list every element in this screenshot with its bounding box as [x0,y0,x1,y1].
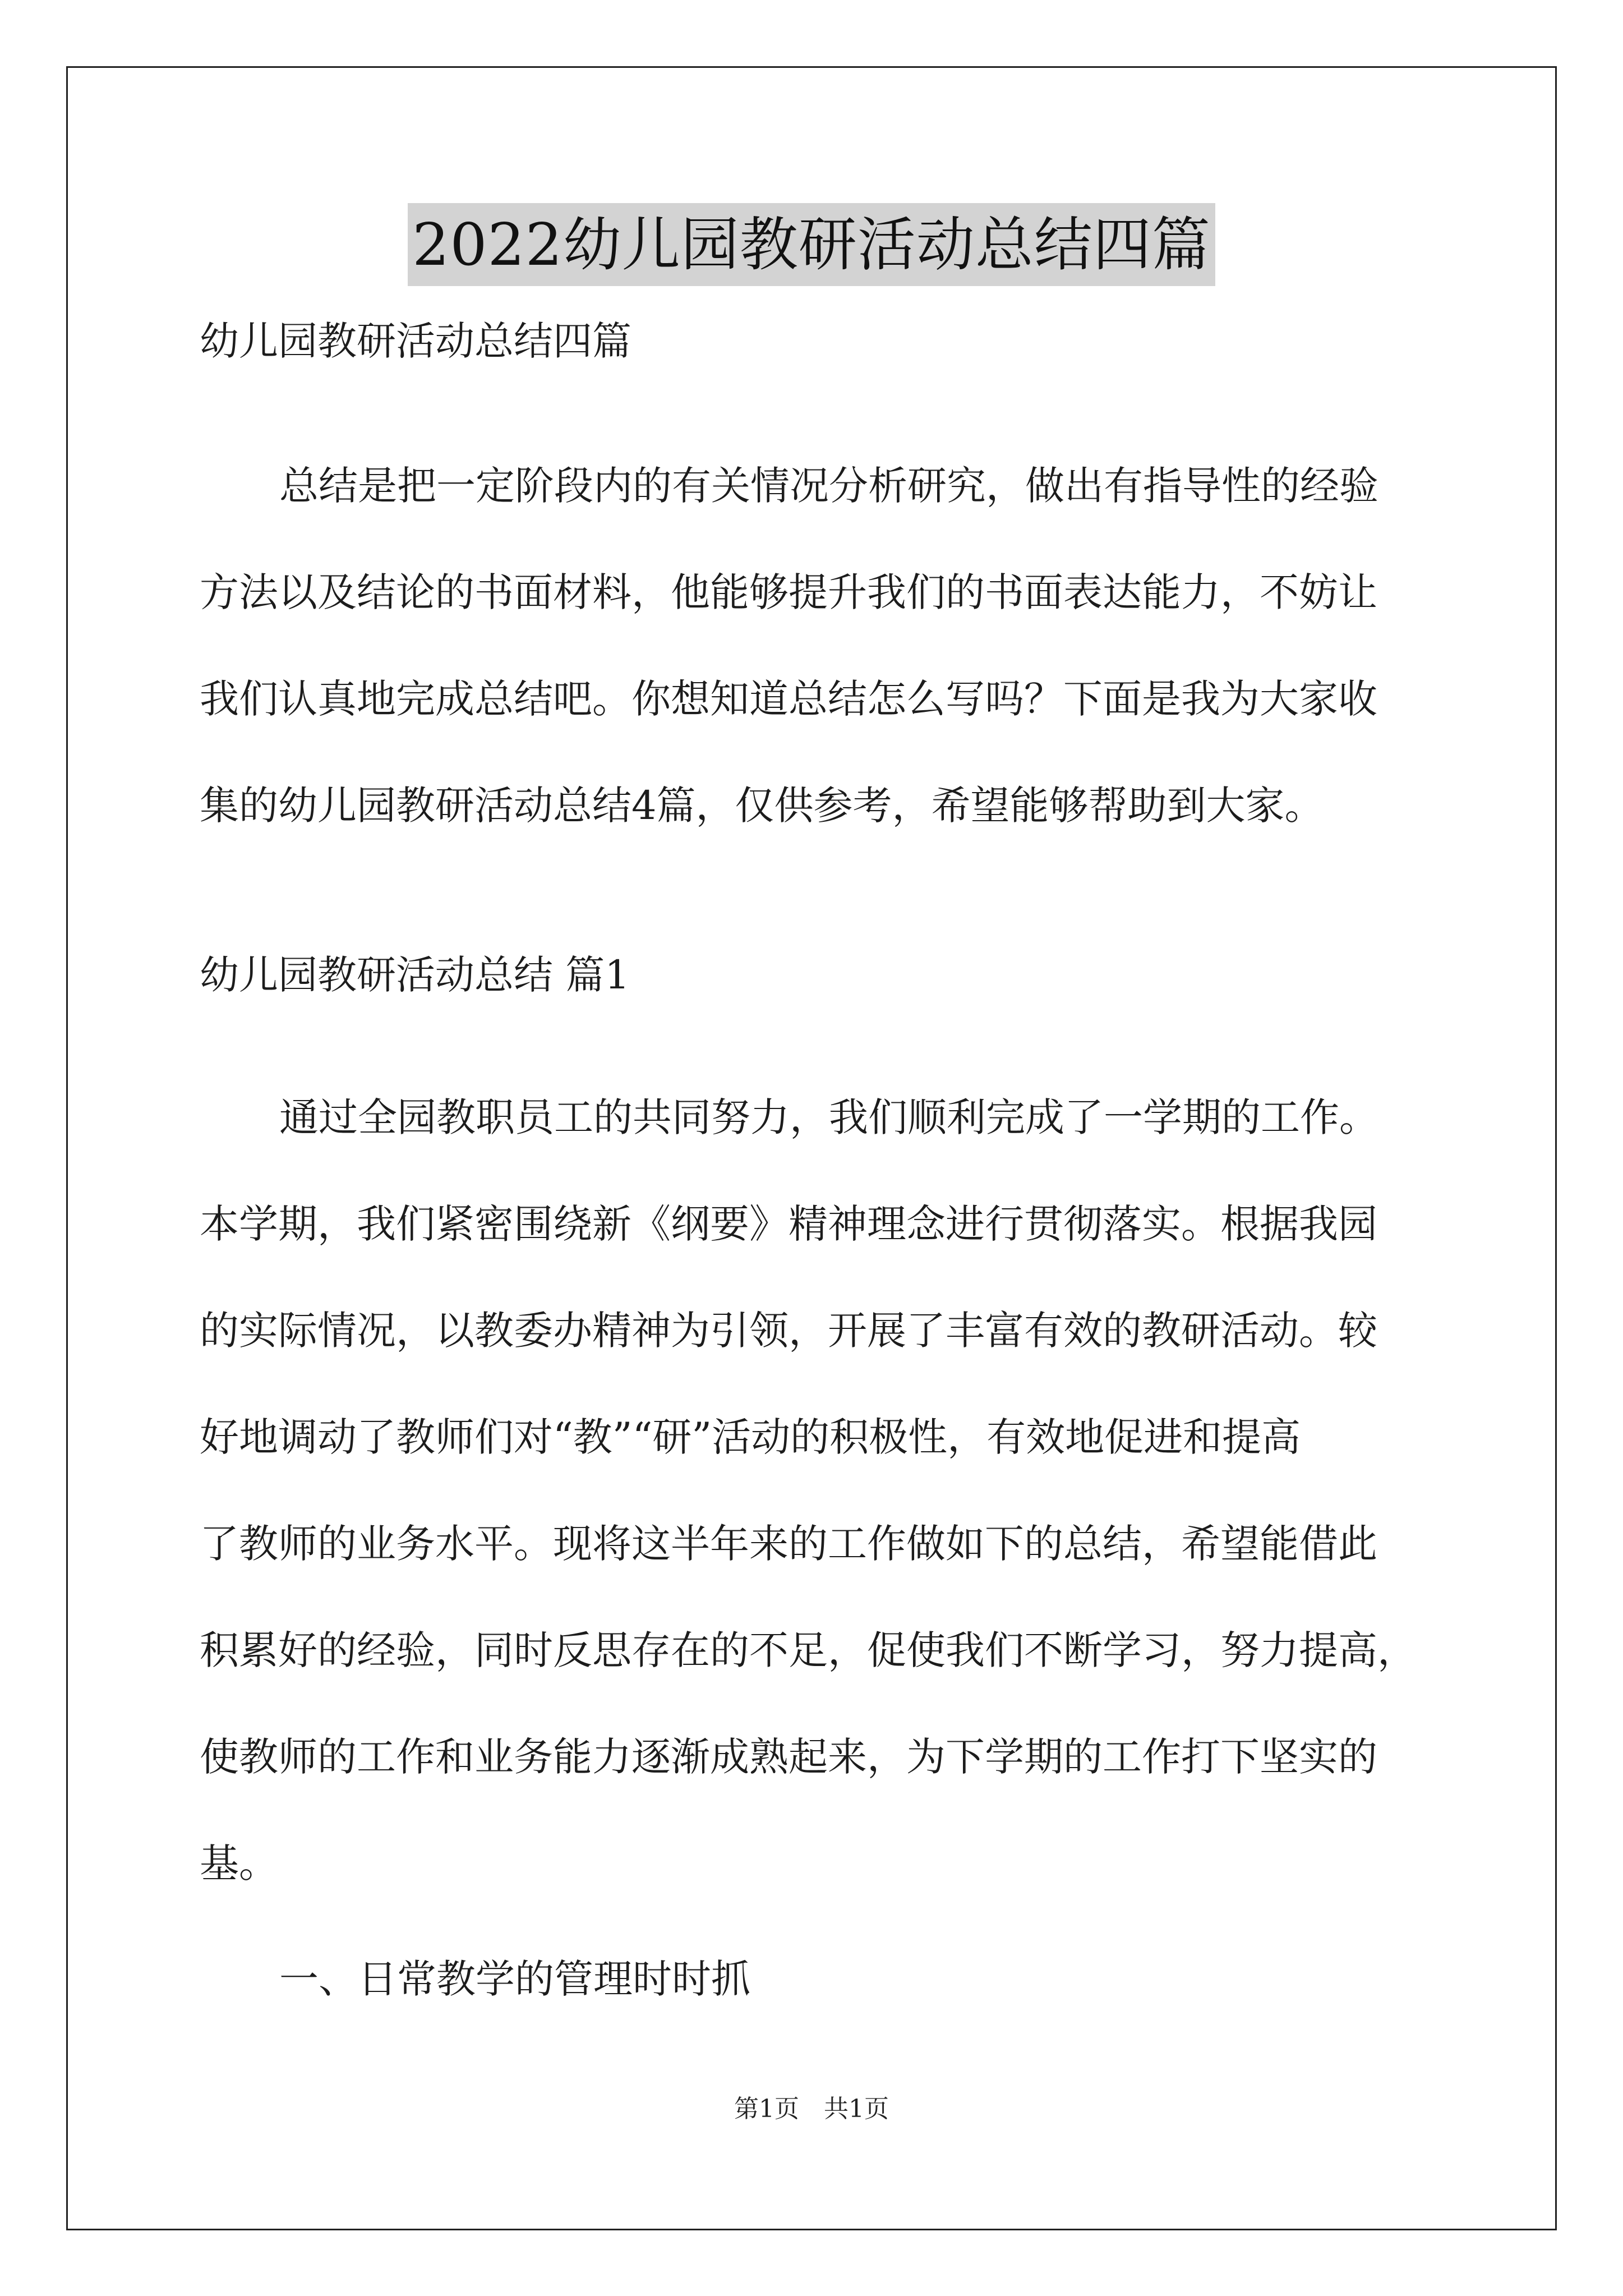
intro-line: 我们认真地完成总结吧。你想知道总结怎么写吗？下面是我为大家收 [200,676,1377,722]
page-total: 共1页 [824,2095,889,2123]
section-line: 积累好的经验，同时反思存在的不足，促使我们不断学习，努力提高， [200,1627,1417,1673]
page-border [66,66,1557,2230]
section-line: 本学期，我们紧密围绕新《纲要》精神理念进行贯彻落实。根据我园 [200,1201,1377,1247]
document-title: 2022幼儿园教研活动总结四篇 [408,203,1215,286]
section-line: 通过全园教职员工的共同努力，我们顺利完成了一学期的工作。 [279,1094,1378,1140]
intro-line: 方法以及结论的书面材料，他能够提升我们的书面表达能力，不妨让 [200,569,1377,615]
intro-line: 集的幼儿园教研活动总结4篇，仅供参考，希望能够帮助到大家。 [200,783,1324,829]
section-line: 的实际情况，以教委办精神为引领，开展了丰富有效的教研活动。较 [200,1308,1377,1354]
intro-line: 总结是把一定阶段内的有关情况分析研究，做出有指导性的经验 [279,463,1378,509]
section-line: 了教师的业务水平。现将这半年来的工作做如下的总结，希望能借此 [200,1521,1377,1567]
page-number: 第1页 [734,2095,799,2123]
section-line: 基。 [200,1841,278,1887]
section-line: 好地调动了教师们对“教”“研”活动的积极性，有效地促进和提高 [200,1414,1301,1460]
title-container [0,203,1623,286]
page-footer [0,2092,1623,2126]
subheading: 一、日常教学的管理时时抓 [279,1956,750,2002]
section-line: 使教师的工作和业务能力逐渐成熟起来，为下学期的工作打下坚实的 [200,1734,1377,1780]
document-subtitle: 幼儿园教研活动总结四篇 [200,318,631,364]
section-heading: 幼儿园教研活动总结 篇1 [200,952,630,998]
